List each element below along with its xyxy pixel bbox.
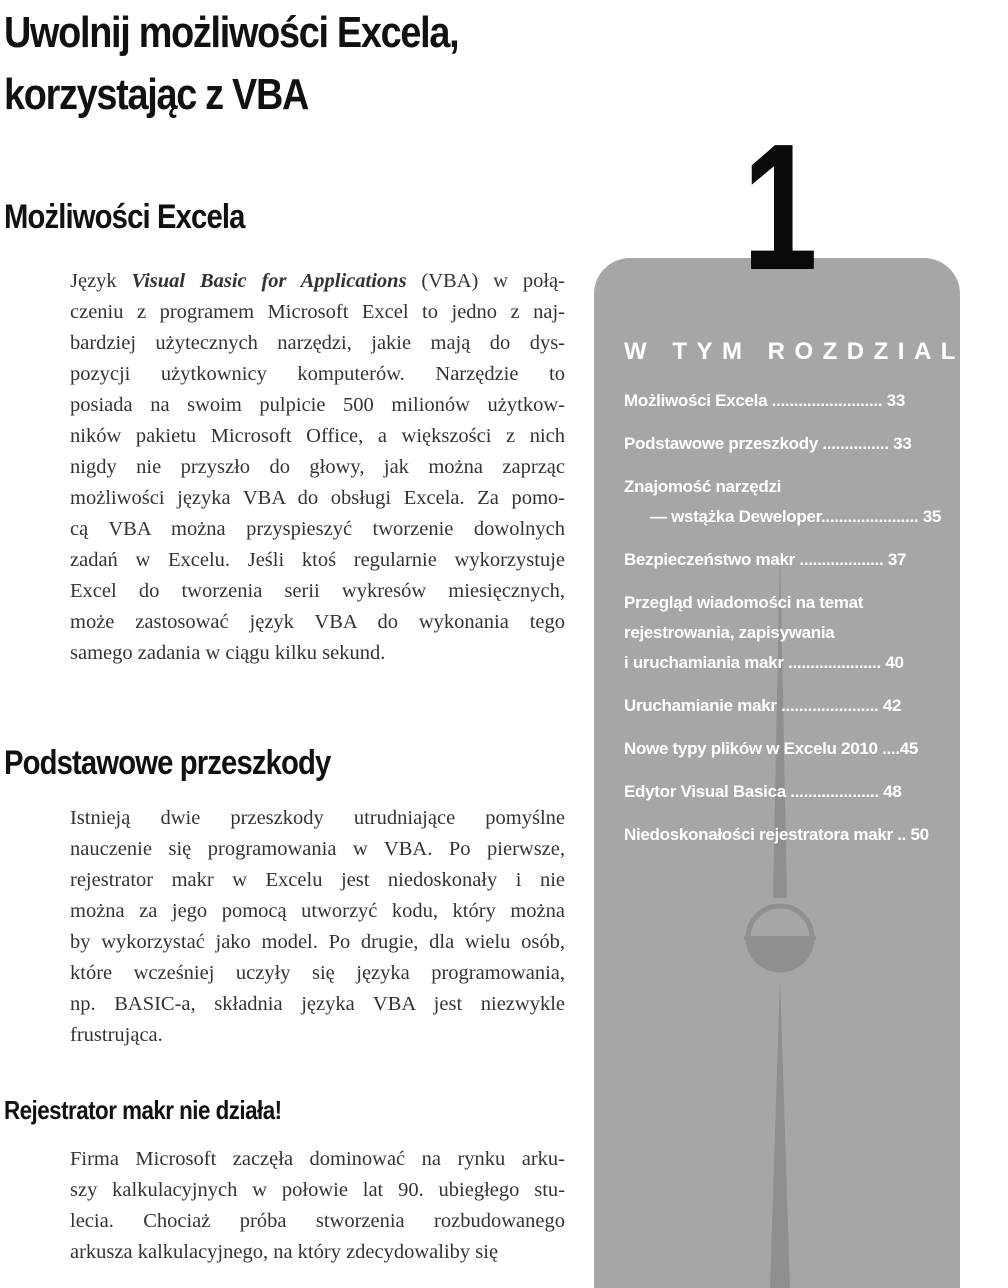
toc-item[interactable] [624,545,934,575]
section-heading-podstawowe-przeszkody: Podstawowe przeszkody [4,744,331,782]
text-line: pozycji użytkownicy komputerów. Narzędzie to [70,363,565,385]
text-line: nigdy nie przyszło do głowy, jak można zaprząc [70,456,565,478]
toc-item-label: Znajomość narzędzi [624,477,782,496]
text-line: Firma Microsoft zaczęła dominować na rynku arku- [70,1148,565,1170]
text-line: możliwości języka VBA do obsługi Excela. Za pomo- [70,487,565,509]
toc-item-label: Bezpieczeństwo makr ................... 37 [624,550,907,569]
toc-item-label: Podstawowe przeszkody ............... 33 [624,434,912,453]
toc-item[interactable] [624,386,934,416]
text-line: bardziej użytecznych narzędzi, jakie mają do dys- [70,332,565,354]
text-fragment: Język [70,270,132,292]
text-line [70,266,565,297]
text-line: posiada na swoim pulpicie 500 milionów użytkow- [70,394,565,416]
emphasis-text: Visual Basic for Applications [131,270,407,292]
text-line: można za jego pomocą utworzyć kodu, który można [70,900,565,922]
text-line: nauczenie się programowania w VBA. Po pierwsze, [70,838,565,860]
toc-item-label: Niedoskonałości rejestratora makr .. 50 [624,825,929,844]
chapter-title-line: Uwolnij możliwości Excela, [4,8,459,57]
text-line: cą VBA można przyspieszyć tworzenie dowolnych [70,518,565,540]
toc-item[interactable] [624,472,942,532]
toc-heading: W TYM ROZDZIALE: [624,338,1008,365]
text-line: frustrująca. [70,1024,163,1046]
text-line: arkusza kalkulacyjnego, na który zdecydowaliby się [70,1241,499,1263]
section-body-mozliwosci-excela [70,266,565,669]
chapter-title-line: korzystając z VBA [4,70,309,119]
text-fragment: (VBA) w połą- [406,270,565,292]
chapter-title [4,2,458,126]
text-line: by wykorzystać jako model. Po drugie, dla wielu osób, [70,931,565,953]
text-line: lecia. Chociaż próba stworzenia rozbudowanego [70,1210,565,1232]
toc-item[interactable] [624,691,934,721]
text-line: rejestrator makr w Excelu jest niedoskonały i nie [70,869,565,891]
text-line: samego zadania w ciągu kilku sekund. [70,642,386,664]
toc-item-label: rejestrowania, zapisywania [624,623,835,642]
text-line: Excel do tworzenia serii wykresów miesięcznych, [70,580,565,602]
toc-item[interactable] [624,777,934,807]
toc-item-label: Uruchamianie makr ...................... 42 [624,696,902,715]
text-line: np. BASIC-a, składnia języka VBA jest niezwykle [70,993,565,1015]
text-line: może zastosować język VBA do wykonania tego [70,611,565,633]
text-line: zadań w Excelu. Jeśli ktoś regularnie wykorzystuje [70,549,565,571]
section-heading-mozliwosci-excela: Możliwości Excela [4,198,245,236]
section-body-rejestrator-makr [70,1144,565,1268]
text-line: Istnieją dwie przeszkody utrudniające pomyślne [70,807,565,829]
toc-item[interactable] [624,429,934,459]
toc-item-label: Nowe typy plików w Excelu 2010 ....45 [624,739,919,758]
toc-item[interactable] [624,734,934,764]
text-line: ników pakietu Microsoft Office, a większości z nich [70,425,565,447]
toc-item[interactable] [624,820,934,850]
toc-item-label: Edytor Visual Basica .................... 48 [624,782,902,801]
toc-item-label: Przegląd wiadomości na temat [624,593,864,612]
section-heading-rejestrator-makr: Rejestrator makr nie działa! [4,1095,282,1125]
section-body-podstawowe-przeszkody [70,803,565,1051]
toc-item-label: Możliwości Excela ......................... 33 [624,391,905,410]
toc-item-label: i uruchamiania makr ..................... 40 [624,653,904,672]
text-line: czeniu z programem Microsoft Excel to jedno z naj- [70,301,565,323]
text-line: które wcześniej uczyły się języka programowania, [70,962,565,984]
chapter-number: 1 [742,107,818,308]
toc-item[interactable] [624,588,934,678]
text-line: szy kalkulacyjnych w połowie lat 90. ubiegłego stu- [70,1179,565,1201]
toc-list [624,386,942,863]
toc-item-label: — wstążka Deweloper...................... 35 [650,507,942,526]
